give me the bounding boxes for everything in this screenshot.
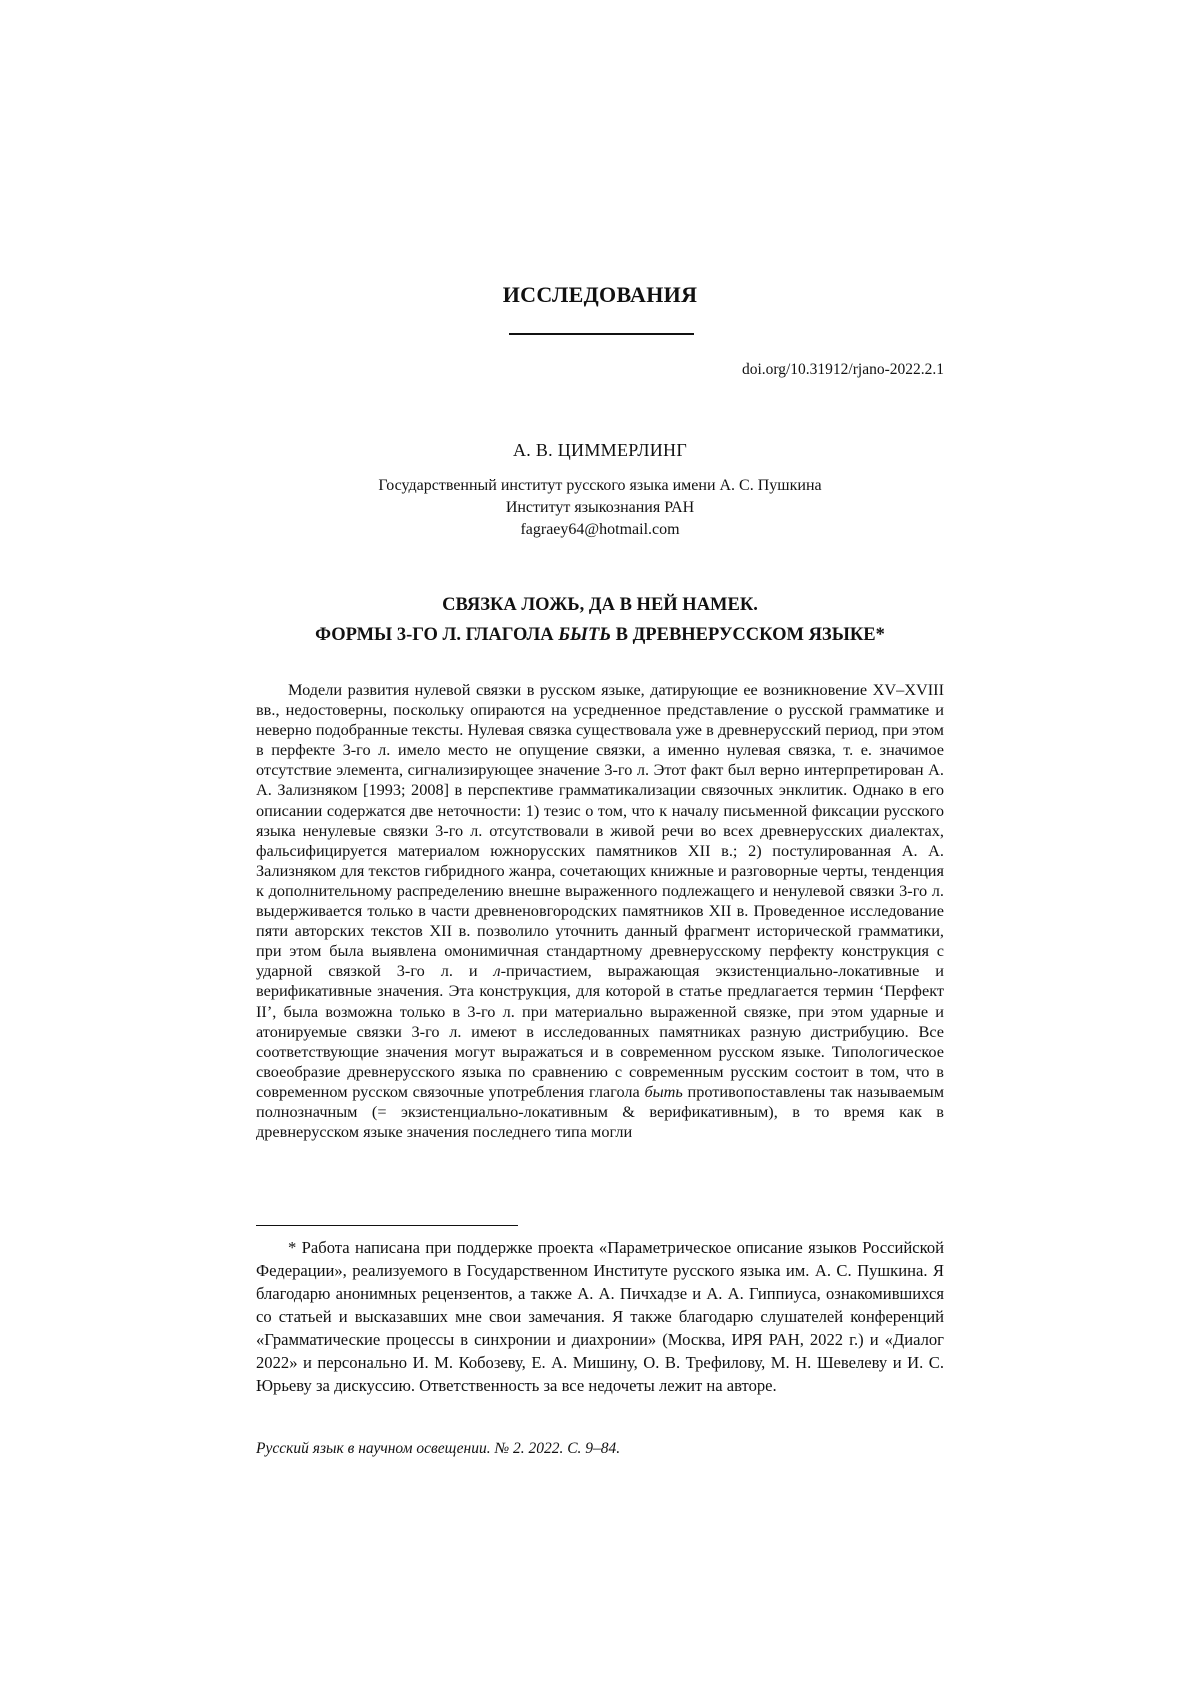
- affiliation-1: Государственный институт русского языка имени А. С. Пушкина: [378, 477, 822, 494]
- section-heading: ИССЛЕДОВАНИЯ: [502, 282, 698, 307]
- abstract-paragraph: [256, 680, 944, 1142]
- section-divider: [509, 333, 694, 335]
- footnote-divider: [256, 1225, 518, 1226]
- title-line-1: СВЯЗКА ЛОЖЬ, ДА В НЕЙ НАМЕК.: [442, 595, 758, 615]
- title-line-2-italic: БЫТЬ: [558, 625, 611, 645]
- title-line-2-pre: ФОРМЫ 3-ГО Л. ГЛАГОЛА: [315, 625, 559, 645]
- abstract-part-2: -причастием, выражающая экзистенциально-локативные и верификативные значения. Эта конструкция, для которой в статье предлагается термин ‘Перфект II’, была возможна только в 3-го л. при материально выраженной связке, при этом ударные и атонируемые связки 3-го л. имеют в исследованных памятниках разную дистрибуцию. Все соответствующие значения могут выражаться и в современном русском языке. Типологическое своеобразие древнерусского языка по сравнению с современным русским состоит в том, что в современном русском связочные употребления глагола: [256, 961, 944, 1101]
- footnote: [256, 1236, 944, 1397]
- abstract-part-1: Модели развития нулевой связки в русском языке, датирующие ее возникновение XV–XVIII вв., недостоверны, поскольку опираются на усредненное представление о русской грамматике и неверно подобранные тексты. Нулевая связка существовала уже в древнерусский период, при этом в перфекте 3-го л. имело место не опущение связки, а именно нулевая связка, т. е. значимое отсутствие элемента, сигнализирующее значение 3-го л. Этот факт был верно интерпретирован А. А. Зализняком [1993; 2008] в перспективе грамматикализации связочных энклитик. Однако в его описании содержатся две неточности: 1) тезис о том, что к началу письменной фиксации русского языка ненулевые связки 3-го л. отсутствовали в живой речи во всех древнерусских диалектах, фальсифицируется материалом южнорусских памятников XII в.; 2) постулированная А. А. Зализняком для текстов гибридного жанра, сочетающих книжные и разговорные черты, тенденция к дополнительному распределению внешне выраженного подлежащего и ненулевой связки 3-го л. выдерживается только в части древненовгородских памятников XII в. Проведенное исследование пяти авторских текстов XII в. позволило уточнить данный фрагмент исторической грамматики, при этом была выявлена омонимичная стандартному древнерусскому перфекту конструкция с ударной связкой 3-го л. и: [256, 680, 944, 981]
- article-title: [0, 590, 1200, 650]
- journal-reference: Русский язык в научном освещении. № 2. 2022. С. 9–84.: [256, 1440, 621, 1457]
- abstract-italic-l: л: [493, 961, 501, 981]
- doi-link[interactable]: doi.org/10.31912/rjano-2022.2.1: [741, 361, 944, 378]
- title-line-2-post: В ДРЕВНЕРУССКОМ ЯЗЫКЕ*: [610, 625, 885, 645]
- title-line-2: [0, 620, 1200, 650]
- author-email[interactable]: fagraey64@hotmail.com: [520, 521, 680, 538]
- abstract-part-3: противопоставлены так называемым полнозначным (= экзистенциально-локативным & верификативным), в то время как в древнерусском языке значения последнего типа могли: [256, 1081, 944, 1142]
- affiliation-2: Институт языкознания РАН: [505, 499, 695, 516]
- footnote-text: * Работа написана при поддержке проекта «Параметрическое описание языков Российской Федерации», реализуемого в Государственном Институте русского языка им. А. С. Пушкина. Я благодарю анонимных рецензентов, а также А. А. Пичхадзе и А. А. Гиппиуса, ознакомившихся со статьей и высказавших мне свои замечания. Я также благодарю слушателей конференций «Грамматические процессы в синхронии и диахронии» (Москва, ИРЯ РАН, 2022 г.) и «Диалог 2022» и персонально И. М. Кобозеву, Е. А. Мишину, О. В. Трефилову, М. Н. Шевелеву и И. С. Юрьеву за дискуссию. Ответственность за все недочеты лежит на авторе.: [256, 1238, 944, 1395]
- author-name: А. В. ЦИММЕРЛИНГ: [512, 440, 688, 460]
- abstract-italic-byt: быть: [644, 1081, 683, 1101]
- author-affiliations: [0, 475, 1200, 541]
- abstract: [256, 680, 944, 1142]
